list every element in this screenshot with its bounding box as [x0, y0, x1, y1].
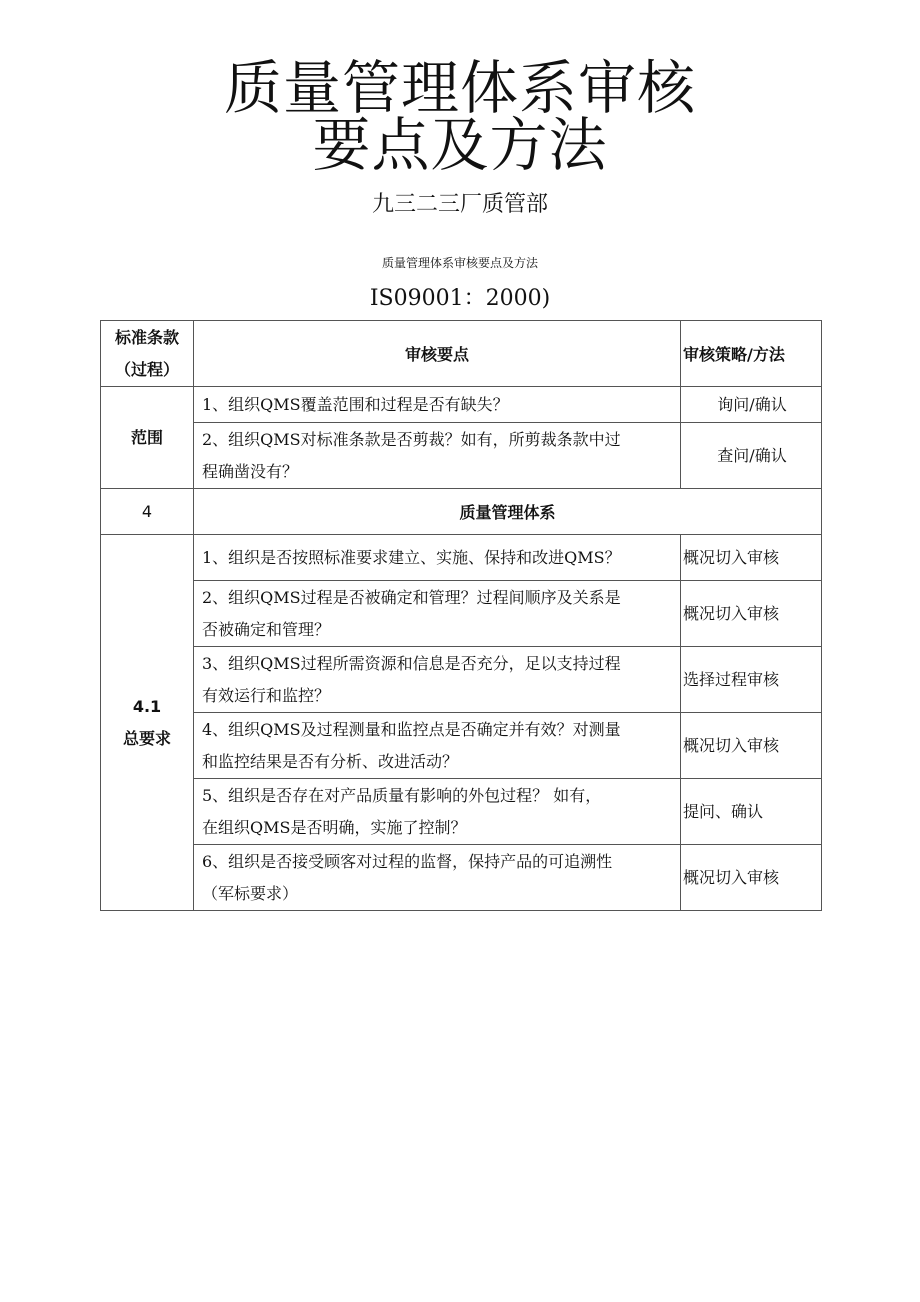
- point-text: 否被确定和管理？: [202, 619, 331, 639]
- scope-point-2: [194, 423, 681, 489]
- general-method-3: 选择过程审核: [681, 647, 822, 713]
- point-text: 2、组织QMS对标准条款是否剪裁？如有，所剪裁条款中过: [202, 429, 621, 449]
- scope-method-2: 查问/确认: [681, 423, 822, 489]
- header-clause-line-1: 标准条款: [114, 327, 179, 347]
- point-text: 有效运行和监控？: [202, 685, 331, 705]
- general-method-5: 提问、确认: [681, 779, 822, 845]
- table-row: [101, 647, 822, 713]
- general-method-4: 概况切入审核: [681, 713, 822, 779]
- table-row: [101, 779, 822, 845]
- scope-point-1: [194, 387, 681, 423]
- general-point-6: [194, 845, 681, 911]
- main-title-line-1: 质量管理体系审核: [223, 54, 696, 122]
- point-text: 2、组织QMS过程是否被确定和管理？过程间顺序及关系是: [202, 587, 621, 607]
- general-point-3: [194, 647, 681, 713]
- table-header-row: [101, 321, 822, 387]
- header-clause: [101, 321, 194, 387]
- general-method-2: 概况切入审核: [681, 581, 822, 647]
- header-points: 审核要点: [194, 321, 681, 387]
- point-text: 3、组织QMS过程所需资源和信息是否充分，足以支持过程: [202, 653, 621, 673]
- point-text: 和监控结果是否有分析、改进活动？: [202, 751, 459, 771]
- section-41-number: 4.1: [132, 696, 162, 716]
- point-text: 6、组织是否接受顾客对过程的监督，保持产品的可追溯性: [202, 851, 613, 871]
- point-text: 在组织QMS是否明确，实施了控制？: [202, 817, 467, 837]
- table-row: [101, 423, 822, 489]
- general-point-1: [194, 535, 681, 581]
- general-point-5: [194, 779, 681, 845]
- table-row: [101, 387, 822, 423]
- point-text: 1、组织是否按照标准要求建立、实施、保持和改进QMS？: [202, 547, 621, 567]
- general-point-2: [194, 581, 681, 647]
- point-text: 4、组织QMS及过程测量和监控点是否确定并有效？对测量: [202, 719, 621, 739]
- section-41-name: 总要求: [122, 728, 171, 748]
- section-4-title: 质量管理体系: [194, 489, 822, 535]
- subtitle: 质量管理体系审核要点及方法: [381, 256, 538, 270]
- point-text: 1、组织QMS覆盖范围和过程是否有缺失？: [202, 394, 509, 414]
- standard-reference: IS09001：2000): [369, 286, 551, 311]
- scope-clause: 范围: [101, 387, 194, 489]
- main-title-line-2: 要点及方法: [312, 111, 608, 179]
- point-text: 5、组织是否存在对产品质量有影响的外包过程？ 如有，: [202, 785, 602, 805]
- header-method: 审核策略/方法: [681, 321, 822, 387]
- general-method-1: 概况切入审核: [681, 535, 822, 581]
- organization-name: 九三二三厂质管部: [371, 192, 548, 217]
- header-clause-line-2: （过程）: [114, 359, 179, 379]
- scope-method-1: 询问/确认: [681, 387, 822, 423]
- table-row: [101, 535, 822, 581]
- general-method-6: 概况切入审核: [681, 845, 822, 911]
- table-row: [101, 845, 822, 911]
- point-text: （军标要求）: [202, 883, 299, 903]
- table-row: [101, 581, 822, 647]
- section-41-clause: [101, 535, 194, 911]
- table-row: [101, 713, 822, 779]
- audit-table: [100, 320, 822, 911]
- point-text: 程确凿没有？: [202, 461, 299, 481]
- section-4-clause: 4: [101, 489, 194, 535]
- general-point-4: [194, 713, 681, 779]
- section-row: [101, 489, 822, 535]
